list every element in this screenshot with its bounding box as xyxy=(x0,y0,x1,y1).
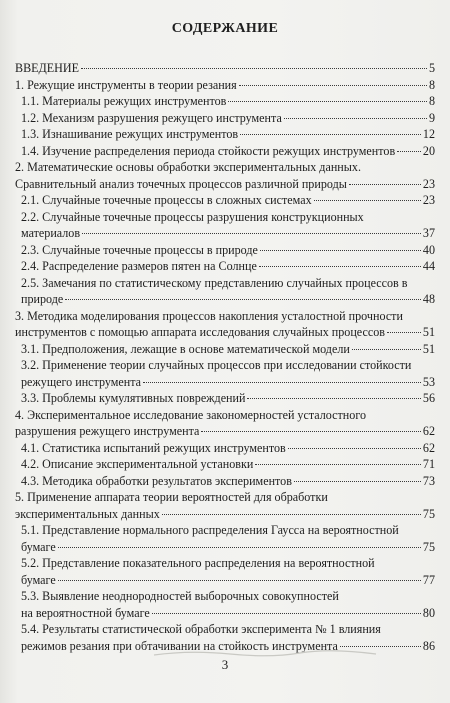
toc-entry-page: 20 xyxy=(422,143,435,158)
dot-leader xyxy=(255,464,421,465)
toc-entry-title: 1. Режущие инструменты в теории резания xyxy=(15,77,237,92)
toc-entry xyxy=(15,258,435,275)
dot-leader xyxy=(397,151,421,152)
toc-entry-title: бумаге xyxy=(21,539,56,554)
toc-entry-page: 44 xyxy=(422,259,435,273)
toc-entry xyxy=(15,291,435,308)
toc-entry xyxy=(15,605,435,622)
toc-entry-page: 8 xyxy=(428,77,435,92)
toc-entry xyxy=(15,539,435,556)
toc-entry-lead: 2. Математические основы обработки экспериментальных данных. xyxy=(15,160,361,174)
toc-entry-page: 37 xyxy=(422,226,435,240)
dot-leader xyxy=(247,398,420,399)
toc-entry-page: 62 xyxy=(422,440,435,455)
dot-leader xyxy=(239,85,427,86)
toc-entry xyxy=(15,341,435,358)
toc-entry xyxy=(15,456,435,473)
toc-entry-lead: 3. Методика моделирования процессов накопления усталостной прочности xyxy=(15,308,403,323)
toc-entry xyxy=(15,506,435,523)
toc-entry-title: разрушения режущего инструмента xyxy=(15,424,200,438)
dot-leader xyxy=(294,481,421,482)
toc-entry-title: экспериментальных данных xyxy=(15,506,160,521)
toc-entry-lead: 3.2. Применение теории случайных процессов при исследовании стойкости xyxy=(21,358,412,372)
toc-entry xyxy=(15,440,435,457)
toc-entry-page: 5 xyxy=(428,61,435,75)
dot-leader xyxy=(288,448,421,449)
dot-leader xyxy=(152,613,421,614)
toc-entry-page: 56 xyxy=(422,391,435,405)
toc-entry-title: 3.1. Предположения, лежащие в основе математической модели xyxy=(21,341,350,356)
toc-entry-page: 23 xyxy=(422,176,435,191)
dot-leader xyxy=(349,184,421,185)
toc-entry xyxy=(15,225,435,242)
toc-entry-page: 8 xyxy=(428,94,435,108)
toc-entry-title: на вероятностной бумаге xyxy=(21,605,150,620)
toc-entry xyxy=(15,143,435,160)
toc-entry-title: 4.3. Методика обработки результатов экспериментов xyxy=(21,473,292,488)
toc-entry-lead: 5.1. Представление нормального распределения Гаусса на вероятностной xyxy=(21,523,399,537)
page-number: 3 xyxy=(221,657,229,672)
toc-entry-title: Сравнительный анализ точечных процессов различной природы xyxy=(15,176,347,191)
dot-leader xyxy=(58,547,421,548)
toc-entry-title: 1.3. Изнашивание режущих инструментов xyxy=(21,127,239,141)
toc-entry-page: 62 xyxy=(422,424,435,438)
toc-entry xyxy=(15,77,435,94)
dot-leader xyxy=(259,266,421,267)
dot-leader xyxy=(65,299,421,300)
toc-entry xyxy=(15,390,435,407)
toc-entry-lead: 5.3. Выявление неоднородностей выборочных совокупностей xyxy=(21,589,339,603)
toc-entry-title: 2.1. Случайные точечные процессы в сложных системах xyxy=(21,193,312,207)
toc-entry-title: 4.2. Описание экспериментальной установки xyxy=(21,457,254,471)
toc-entry-page: 48 xyxy=(422,292,435,306)
toc-entry-title: инструментов с помощью аппарата исследования случайных процессов xyxy=(15,325,385,339)
toc-entry-title: природе xyxy=(21,292,64,306)
toc-entry xyxy=(15,324,435,341)
toc-entry-lead: 2.2. Случайные точечные процессы разрушения конструкционных xyxy=(21,209,364,224)
toc-entry xyxy=(15,176,435,193)
toc-entry-page: 51 xyxy=(422,341,435,356)
toc-entry-title: режущего инструмента xyxy=(21,374,142,389)
toc-entry-lead: 2.5. Замечания по статистическому представлению случайных процессов в xyxy=(21,275,408,290)
dot-leader xyxy=(228,101,427,102)
toc-entry xyxy=(15,374,435,391)
toc-entry xyxy=(15,192,435,209)
page-title: СОДЕРЖАНИЕ xyxy=(171,21,279,36)
dot-leader xyxy=(162,514,421,515)
toc-entry-page: 51 xyxy=(422,325,435,339)
dot-leader xyxy=(260,250,421,251)
toc-entry-page: 23 xyxy=(422,193,435,207)
toc-entry xyxy=(15,572,435,589)
toc-entry-page: 75 xyxy=(422,539,435,554)
toc-entry xyxy=(15,126,435,143)
dot-leader xyxy=(240,134,421,135)
toc-entry-title: 2.3. Случайные точечные процессы в природе xyxy=(21,242,258,257)
toc-entry-lead: 5. Применение аппарата теории вероятностей для обработки xyxy=(15,490,328,504)
toc-entry xyxy=(15,60,435,77)
toc-entry-page: 73 xyxy=(422,473,435,488)
toc-entry-title: бумаге xyxy=(21,572,56,587)
toc-entry-title: ВВЕДЕНИЕ xyxy=(15,61,80,75)
toc-entry-page: 40 xyxy=(422,242,435,257)
toc-entry xyxy=(15,473,435,490)
table-of-contents xyxy=(15,60,435,654)
toc-entry-page: 77 xyxy=(422,572,435,587)
toc-entry-lead: 5.2. Представление показательного распределения на вероятностной xyxy=(21,556,375,570)
toc-entry-page: 9 xyxy=(428,110,435,125)
toc-entry-page: 80 xyxy=(422,605,435,620)
toc-entry-title: режимов резания при обтачивании на стойкость инструмента xyxy=(21,638,338,653)
toc-entry-title: 1.1. Материалы режущих инструментов xyxy=(21,94,227,108)
toc-entry-title: 1.2. Механизм разрушения режущего инструмента xyxy=(21,110,282,125)
dot-leader xyxy=(81,68,427,69)
toc-entry-page: 75 xyxy=(422,506,435,521)
toc-entry xyxy=(15,242,435,259)
dot-leader xyxy=(314,200,421,201)
toc-entry-lead: 5.4. Результаты статистической обработки эксперимента № 1 влияния xyxy=(21,622,381,636)
toc-entry-page: 86 xyxy=(422,638,435,653)
toc-entry-title: 2.4. Распределение размеров пятен на Солнце xyxy=(21,259,257,273)
toc-entry-title: 3.3. Проблемы кумулятивных повреждений xyxy=(21,391,246,405)
toc-entry-page: 53 xyxy=(422,374,435,389)
dot-leader xyxy=(201,431,421,432)
toc-entry-lead: 4. Экспериментальное исследование закономерностей усталостного xyxy=(15,407,367,422)
dot-leader xyxy=(387,332,421,333)
dot-leader xyxy=(58,580,421,581)
dot-leader xyxy=(284,118,427,119)
dot-leader xyxy=(352,349,421,350)
toc-entry xyxy=(15,110,435,127)
toc-entry-page: 12 xyxy=(422,127,435,141)
toc-entry-page: 71 xyxy=(422,457,435,471)
dot-leader xyxy=(143,382,421,383)
toc-entry-title: 1.4. Изучение распределения периода стойкости режущих инструментов xyxy=(21,143,396,158)
toc-entry xyxy=(15,423,435,440)
dot-leader xyxy=(82,233,421,234)
toc-entry xyxy=(15,93,435,110)
toc-entry-title: материалов xyxy=(21,226,81,240)
toc-entry-title: 4.1. Статистика испытаний режущих инструментов xyxy=(21,440,286,455)
